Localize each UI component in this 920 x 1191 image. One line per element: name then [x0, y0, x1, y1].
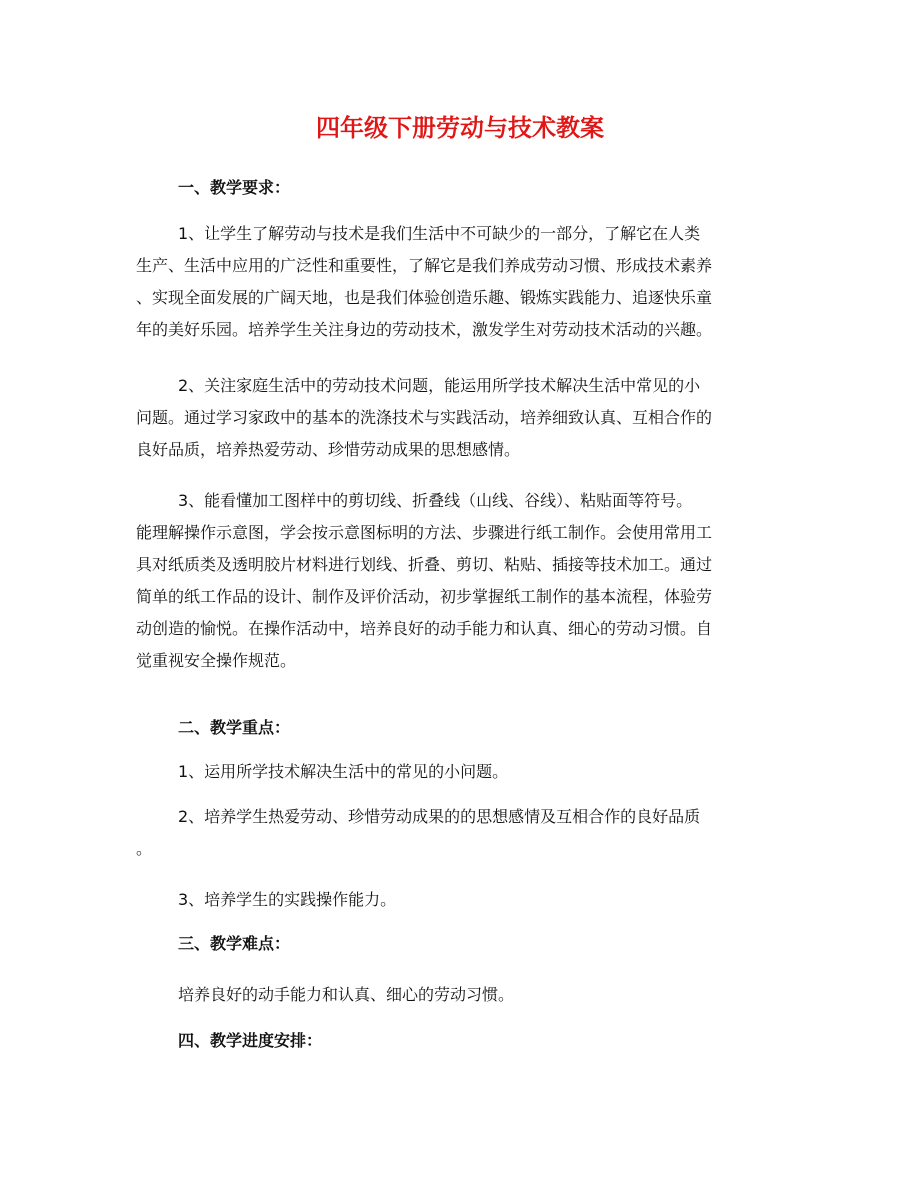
requirements-paragraph-1	[136, 218, 786, 346]
paragraph-line: 1、让学生了解劳动与技术是我们生活中不可缺少的一部分，了解它在人类	[178, 224, 701, 243]
difficulty-text: 培养良好的动手能力和认真、细心的劳动习惯。	[178, 985, 515, 1004]
section-heading-requirements: 一、教学要求：	[178, 178, 291, 197]
paragraph-line: 能理解操作示意图，学会按示意图标明的方法、步骤进行纸工制作。会使用常用工	[136, 523, 713, 542]
paragraph-line: 。	[136, 839, 153, 858]
paragraph-line: 良好品质，培养热爱劳动、珍惜劳动成果的思想感情。	[136, 440, 521, 459]
paragraph-line: 简单的纸工作品的设计、制作及评价活动，初步掌握纸工制作的基本流程，体验劳	[136, 587, 713, 606]
section-heading-schedule: 四、教学进度安排：	[178, 1031, 323, 1050]
paragraph-line: 觉重视安全操作规范。	[136, 651, 297, 670]
key-point-2	[136, 801, 786, 865]
document-title: 四年级下册劳动与技术教案	[316, 114, 604, 142]
key-point-1: 1、运用所学技术解决生活中的常见的小问题。	[178, 762, 509, 781]
paragraph-line: 2、关注家庭生活中的劳动技术问题，能运用所学技术解决生活中常见的小	[178, 376, 701, 395]
section-heading-difficulties: 三、教学难点：	[178, 934, 291, 953]
paragraph-line: 问题。通过学习家政中的基本的洗涤技术与实践活动，培养细致认真、互相合作的	[136, 408, 713, 427]
paragraph-line: 、实现全面发展的广阔天地，也是我们体验创造乐趣、锻炼实践能力、追逐快乐童	[136, 288, 713, 307]
paragraph-line: 具对纸质类及透明胶片材料进行划线、折叠、剪切、粘贴、插接等技术加工。通过	[136, 555, 713, 574]
paragraph-line: 2、培养学生热爱劳动、珍惜劳动成果的的思想感情及互相合作的良好品质	[178, 807, 701, 826]
paragraph-line: 3、能看懂加工图样中的剪切线、折叠线（山线、谷线）、粘贴面等符号。	[178, 491, 693, 510]
section-heading-key-points: 二、教学重点：	[178, 718, 291, 737]
paragraph-line: 年的美好乐园。培养学生关注身边的劳动技术，激发学生对劳动技术活动的兴趣。	[136, 320, 713, 339]
requirements-paragraph-2	[136, 370, 786, 466]
requirements-paragraph-3	[136, 485, 786, 677]
paragraph-line: 生产、生活中应用的广泛性和重要性，了解它是我们养成劳动习惯、形成技术素养	[136, 256, 713, 275]
paragraph-line: 动创造的愉悦。在操作活动中，培养良好的动手能力和认真、细心的劳动习惯。自	[136, 619, 713, 638]
key-point-3: 3、培养学生的实践操作能力。	[178, 890, 397, 909]
